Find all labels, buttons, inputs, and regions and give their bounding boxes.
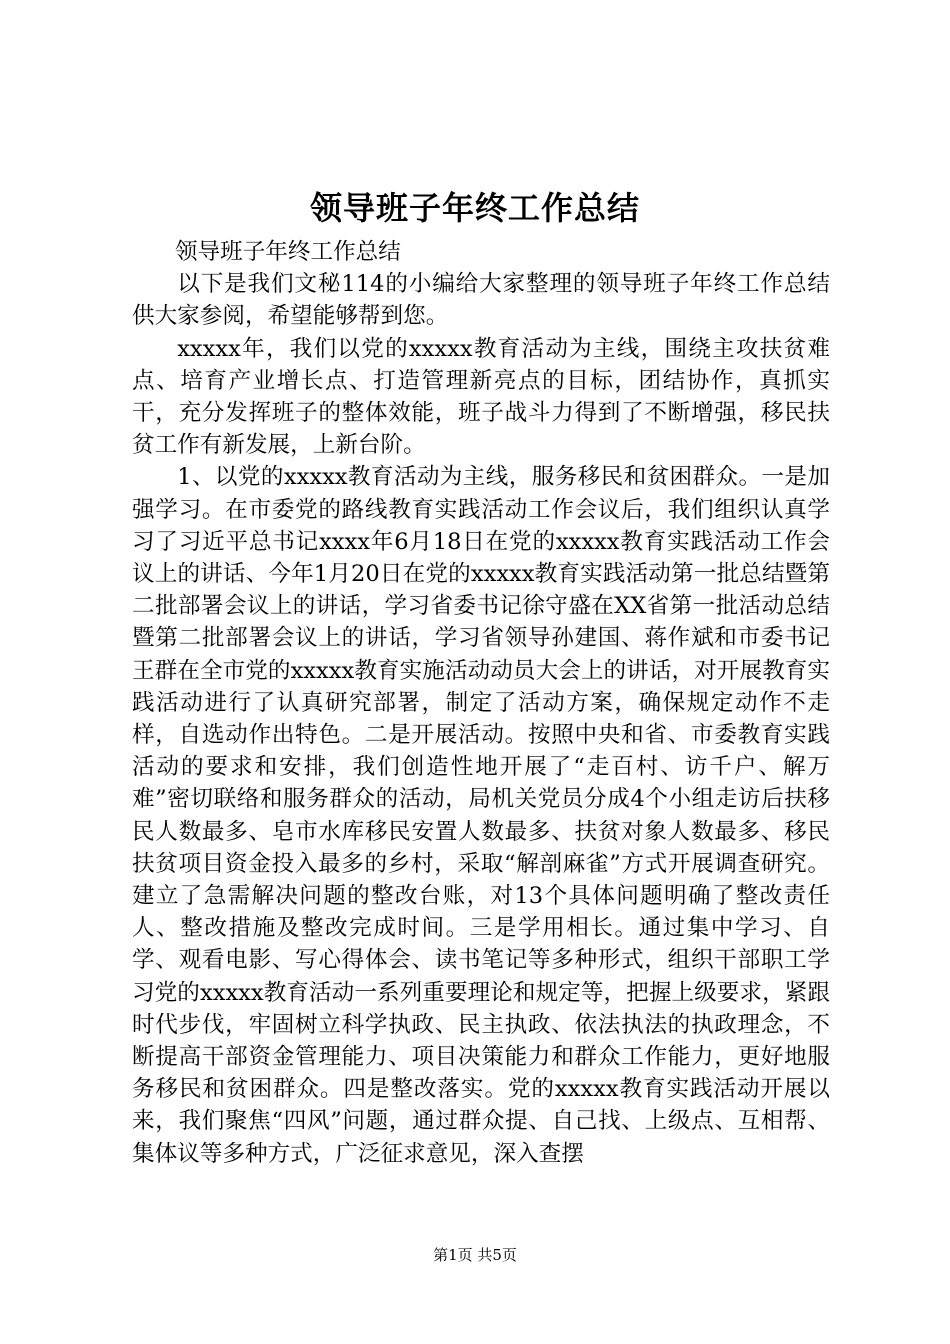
document-title: 领导班子年终工作总结	[309, 189, 640, 227]
document-body	[132, 236, 830, 1170]
paragraph-subtitle: 领导班子年终工作总结	[174, 239, 401, 265]
paragraph-section-1: 1、以党的xxxxx教育活动为主线，服务移民和贫困群众。一是加强学习。在市委党的路线教育实践活动工作会议后，我们组织认真学习了习近平总书记xxxx年6月18日在党的xxxxx教育实践活动工作会议上的讲话、今年1月20日在党的xxxxx教育实践活动第一批总结暨第二批部署会议上的讲话，学习省委书记徐守盛在XX省第一批活动总结暨第二批部署会议上的讲话，学习省领导孙建国、蒋作斌和市委书记王群在全市党的xxxxx教育实施活动动员大会上的讲话，对开展教育实践活动进行了认真研究部署，制定了活动方案，确保规定动作不走样，自选动作出特色。二是开展活动。按照中央和省、市委教育实践活动的要求和安排，我们创造性地开展了“走百村、访千户、解万难”密切联络和服务群众的活动，局机关党员分成4个小组走访后扶移民人数最多、皂市水库移民安置人数最多、扶贫对象人数最多、移民扶贫项目资金投入最多的乡村，采取“解剖麻雀”方式开展调查研究。建立了急需解决问题的整改台账，对13个具体问题明确了整改责任人、整改措施及整改完成时间。三是学用相长。通过集中学习、自学、观看电影、写心得体会、读书笔记等多种形式，组织干部职工学习党的xxxxx教育活动一系列重要理论和规定等，把握上级要求，紧跟时代步伐，牢固树立科学执政、民主执政、依法执法的执政理念，不断提高干部资金管理能力、项目决策能力和群众工作能力，更好地服务移民和贫困群众。四是整改落实。党的xxxxx教育实践活动开展以来，我们聚焦“四风”问题，通过群众提、自己找、上级点、互相帮、集体议等多种方式，广泛征求意见，深入查摆	[132, 464, 830, 1167]
paragraph-summary: xxxxx年，我们以党的xxxxx教育活动为主线，围绕主攻扶贫难点、培育产业增长点、打造管理新亮点的目标，团结协作，真抓实干，充分发挥班子的整体效能，班子战斗力得到了不断增强，移民扶贫工作有新发展，上新台阶。	[132, 335, 830, 459]
paragraph-intro: 以下是我们文秘114的小编给大家整理的领导班子年终工作总结供大家参阅，希望能够帮到您。	[132, 271, 830, 330]
page-footer: 第1页 共5页	[433, 1246, 517, 1264]
